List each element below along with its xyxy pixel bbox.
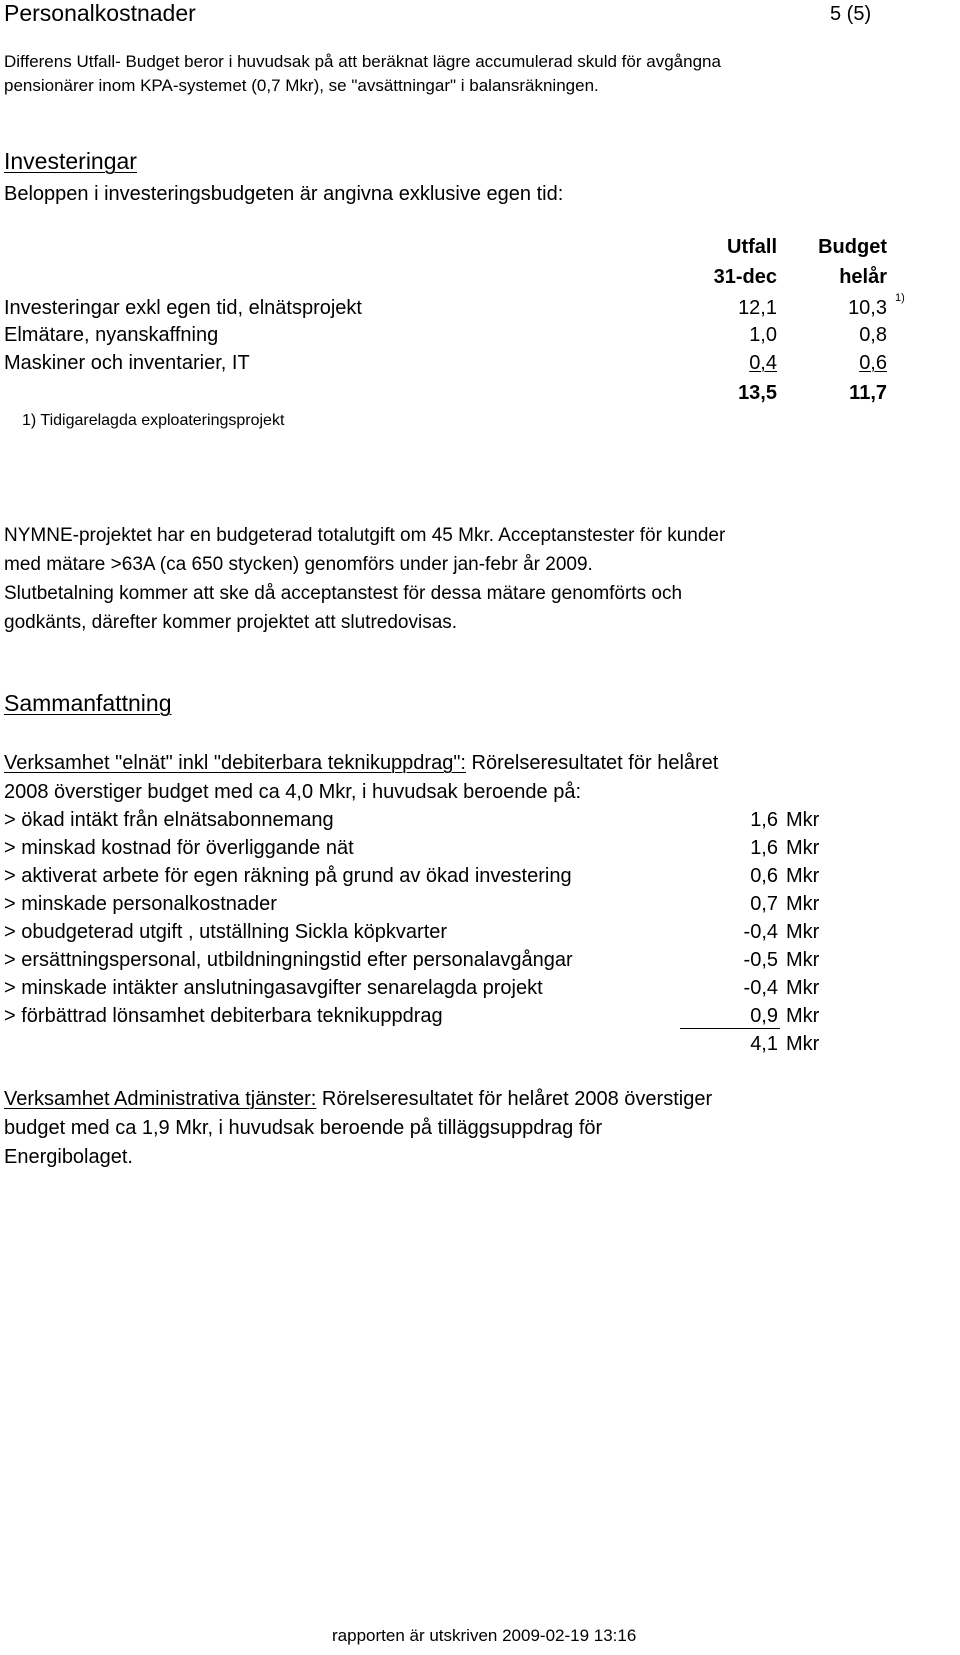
summary-item-label: > obudgeterad utgift , utställning Sickla köpkvarter xyxy=(4,921,448,943)
summary-item-value: 1,6 xyxy=(750,809,778,831)
summary-item-label: > aktiverat arbete för egen räkning på grund av ökad investering xyxy=(4,865,572,887)
nymne-line-2: med mätare >63A (ca 650 stycken) genomförs under jan-febr år 2009. xyxy=(4,554,593,575)
admin-paragraph-line-1 xyxy=(4,1088,712,1111)
admin-text: Rörelseresultatet för helåret 2008 överstiger xyxy=(316,1088,713,1110)
summary-item-label: > förbättrad lönsamhet debiterbara teknikuppdrag xyxy=(4,1005,443,1027)
summary-item-unit: Mkr xyxy=(786,921,820,943)
elnat-label: Verksamhet "elnät" inkl "debiterbara teknikuppdrag": xyxy=(4,752,466,774)
summary-item-label: > minskad kostnad för överliggande nät xyxy=(4,837,354,859)
summary-item-unit: Mkr xyxy=(786,1005,820,1027)
summary-total-value: 4,1 xyxy=(750,1033,778,1055)
footer-print-timestamp: rapporten är utskriven 2009-02-19 13:16 xyxy=(332,1626,637,1645)
nymne-line-1: NYMNE-projektet har en budgeterad totalutgift om 45 Mkr. Acceptanstester för kunder xyxy=(4,525,726,546)
investeringar-heading: Investeringar xyxy=(4,148,137,174)
page-title: Personalkostnader xyxy=(4,0,196,26)
summary-item-unit: Mkr xyxy=(786,949,820,971)
elnat-text: Rörelseresultatet för helåret xyxy=(466,752,719,774)
inv-row-label: Maskiner och inventarier, IT xyxy=(4,352,250,374)
inv-row-budget: 10,3 xyxy=(848,297,887,319)
inv-total-utfall: 13,5 xyxy=(738,382,777,404)
summary-item-label: > ökad intäkt från elnätsabonnemang xyxy=(4,809,334,831)
elnat-paragraph-line-2: 2008 överstiger budget med ca 4,0 Mkr, i huvudsak beroende på: xyxy=(4,781,582,803)
summary-item-unit: Mkr xyxy=(786,837,820,859)
admin-label: Verksamhet Administrativa tjänster: xyxy=(4,1088,317,1110)
inv-row-budget xyxy=(780,352,887,375)
footnote-marker: 1) xyxy=(895,292,905,304)
summary-item-value: 0,6 xyxy=(750,865,778,887)
inv-row-utfall: 1,0 xyxy=(749,324,777,346)
page-number: 5 (5) xyxy=(830,3,872,25)
nymne-line-4: godkänts, därefter kommer projektet att slutredovisas. xyxy=(4,612,458,633)
summary-item-value: 1,6 xyxy=(750,837,778,859)
summary-item-value: 0,9 xyxy=(750,1005,778,1027)
inv-row-label: Elmätare, nyanskaffning xyxy=(4,324,219,346)
inv-row-utfall xyxy=(680,352,777,375)
col-header-budget-period: helår xyxy=(839,266,887,288)
admin-paragraph-line-3: Energibolaget. xyxy=(4,1146,133,1168)
summary-item-label: > ersättningspersonal, utbildningningstid efter personalavgångar xyxy=(4,949,573,971)
inv-footnote: 1) Tidigarelagda exploateringsprojekt xyxy=(22,412,285,429)
inv-row-budget: 0,8 xyxy=(859,324,887,346)
inv-row-utfall-value: 0,4 xyxy=(749,352,777,374)
summary-item-value: -0,4 xyxy=(743,921,778,943)
summary-item-unit: Mkr xyxy=(786,809,820,831)
nymne-line-3: Slutbetalning kommer att ske då acceptanstest för dessa mätare genomförts och xyxy=(4,583,683,604)
summary-item-unit: Mkr xyxy=(786,893,820,915)
summary-total-unit: Mkr xyxy=(786,1033,820,1055)
admin-paragraph-line-2: budget med ca 1,9 Mkr, i huvudsak beroende på tilläggsuppdrag för xyxy=(4,1117,603,1139)
sum-rule xyxy=(680,1028,780,1029)
summary-item-label: > minskade personalkostnader xyxy=(4,893,277,915)
intro-line-2: pensionärer inom KPA-systemet (0,7 Mkr), se "avsättningar" i balansräkningen. xyxy=(4,76,599,95)
col-header-budget: Budget xyxy=(818,236,887,258)
sammanfattning-heading: Sammanfattning xyxy=(4,690,172,716)
inv-total-budget: 11,7 xyxy=(849,382,887,404)
summary-item-value: -0,4 xyxy=(743,977,778,999)
summary-item-value: 0,7 xyxy=(750,893,778,915)
inv-row-label: Investeringar exkl egen tid, elnätsprojekt xyxy=(4,297,362,319)
intro-line-1: Differens Utfall- Budget beror i huvudsak på att beräknat lägre accumulerad skuld för avgångna xyxy=(4,52,721,71)
col-header-utfall-date: 31-dec xyxy=(713,266,777,288)
summary-item-label: > minskade intäkter anslutningasavgifter senarelagda projekt xyxy=(4,977,543,999)
col-header-utfall: Utfall xyxy=(727,236,777,258)
inv-row-utfall: 12,1 xyxy=(738,297,777,319)
elnat-paragraph-line-1 xyxy=(4,752,718,775)
summary-item-value: -0,5 xyxy=(743,949,778,971)
summary-item-unit: Mkr xyxy=(786,865,820,887)
investeringar-subtitle: Beloppen i investeringsbudgeten är angivna exklusive egen tid: xyxy=(4,183,564,205)
summary-item-unit: Mkr xyxy=(786,977,820,999)
inv-row-budget-value: 0,6 xyxy=(859,352,887,374)
